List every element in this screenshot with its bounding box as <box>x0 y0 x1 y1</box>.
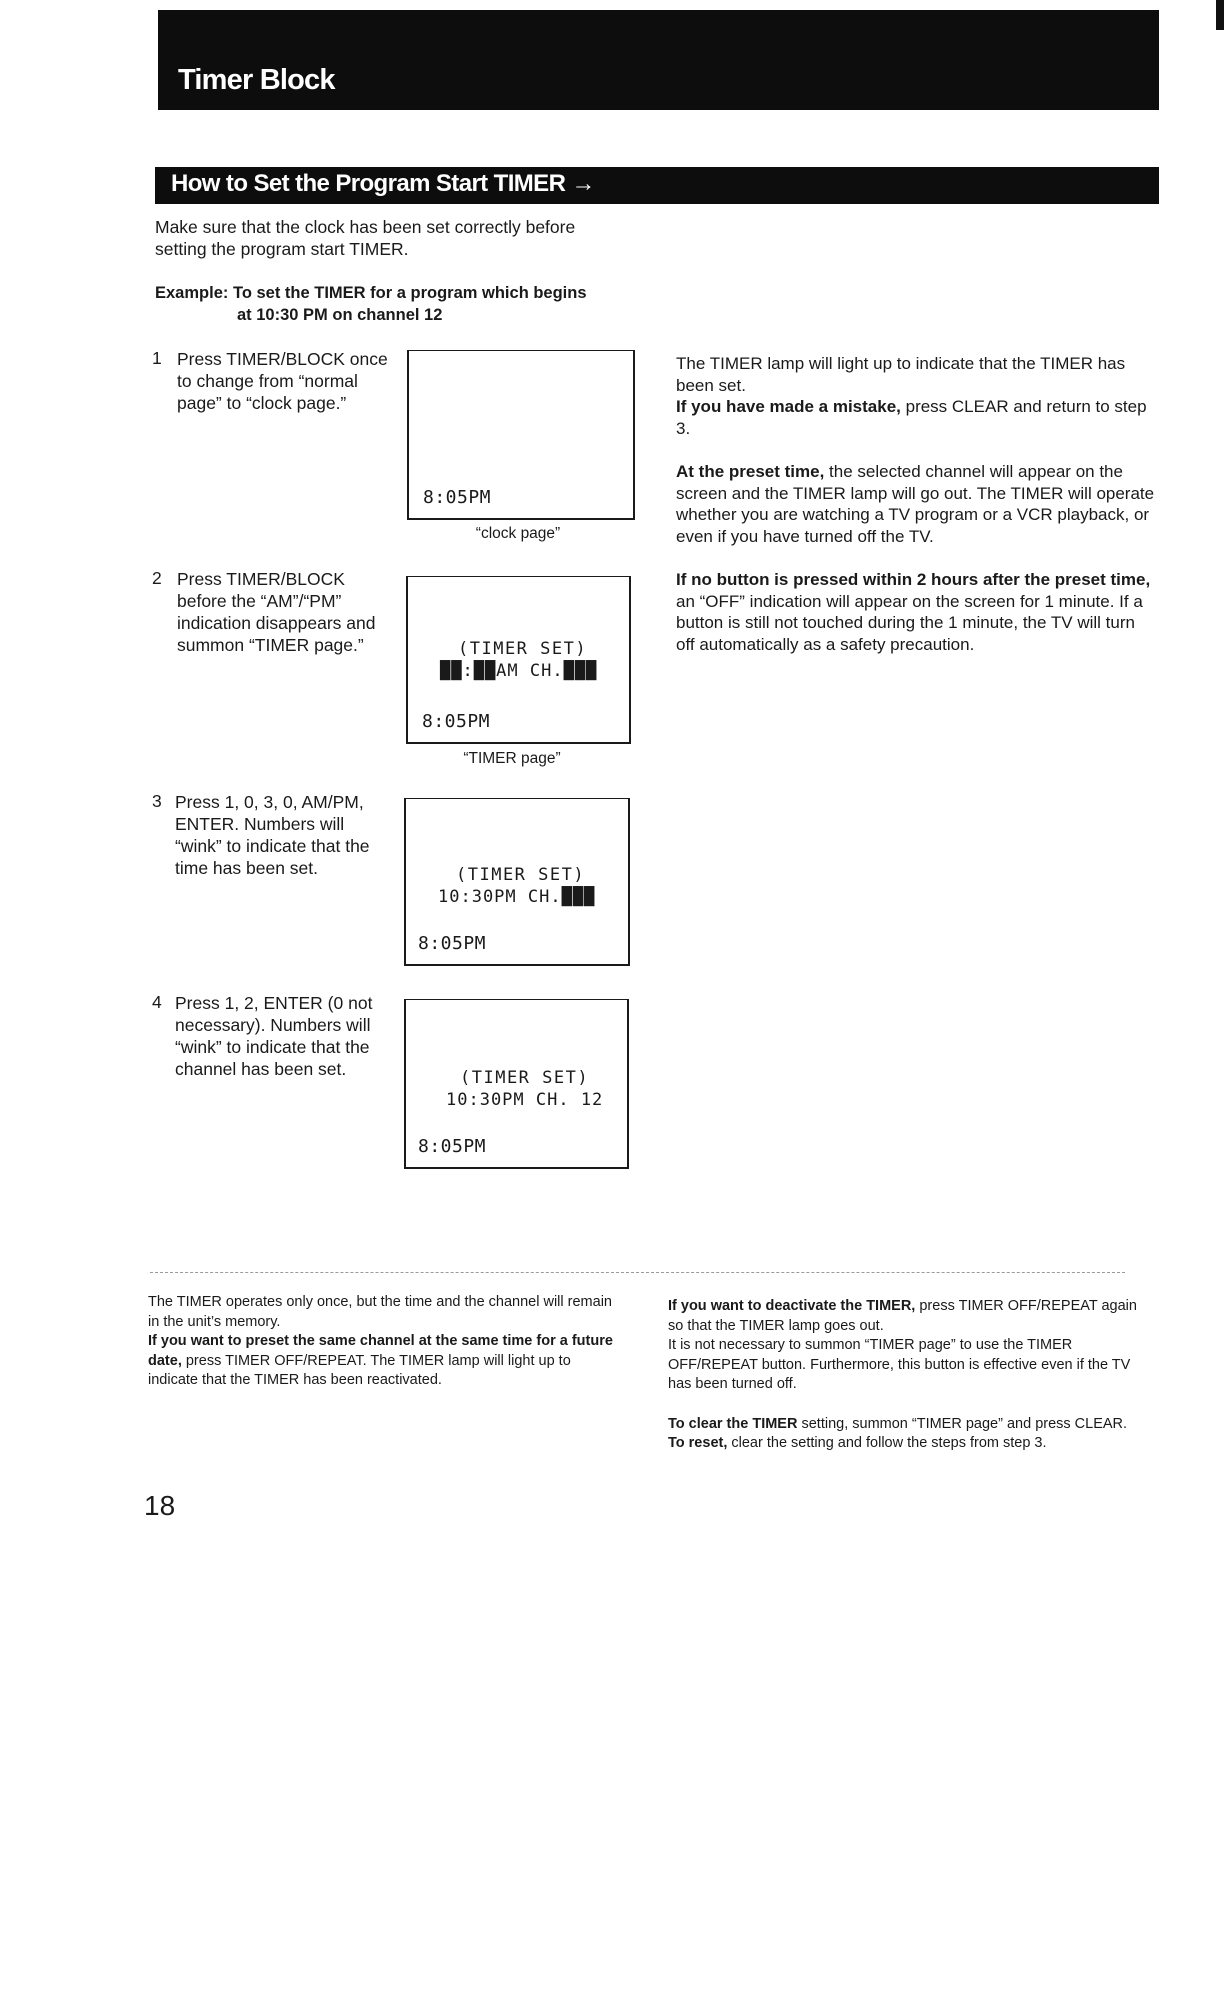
footnote-deactivate-text: press TIMER OFF/REPEAT again so that the TIMER lamp goes out. <box>668 1298 1137 1334</box>
screen-caption: “clock page” <box>475 525 561 542</box>
step-number: 3 <box>152 791 162 811</box>
note-mistake-lead: If you have made a mistake, <box>676 397 901 416</box>
tv-screen-channel-set <box>404 999 629 1169</box>
subsection-title: How to Set the Program Start TIMER → <box>171 170 595 197</box>
note-timer-lamp: The TIMER lamp will light up to indicate that the TIMER has been set. <box>676 354 1126 395</box>
note-no-button-lead: If no button is pressed within 2 hours after the preset time, <box>676 570 1151 589</box>
example-line1: To set the TIMER for a program which begins <box>232 284 587 302</box>
note-no-button-text: an “OFF” indication will appear on the screen for 1 minute. If a button is still not touched during the 1 minute, the TV will turn off automatically as a safety precaution. <box>676 591 1143 654</box>
note-preset-time-text: the selected channel will appear on the screen and the TIMER lamp will go out. The TIMER will operate whether you are watching a TV program or a VCR playback, or even if you have turned off the TV. <box>676 462 1155 546</box>
right-column-notes <box>676 353 1156 677</box>
note-mistake-text: press CLEAR and return to step 3. <box>676 397 1147 438</box>
footnotes-right <box>668 1297 1138 1474</box>
screen-clock: 8:05PM <box>422 711 491 732</box>
screen-line1: (TIMER SET) <box>460 1068 590 1088</box>
example-label: Example: <box>155 284 229 302</box>
footnote-deactivate-lead: If you want to deactivate the TIMER, <box>668 1298 916 1314</box>
section-banner <box>158 10 1159 110</box>
subsection-banner <box>155 167 1159 204</box>
screen-clock: 8:05PM <box>418 1136 487 1157</box>
example-block <box>155 282 625 326</box>
screen-line1: (TIMER SET) <box>458 639 588 659</box>
step-text: Press 1, 0, 3, 0, AM/PM, ENTER. Numbers will “wink” to indicate that the time has been set. <box>175 792 370 878</box>
step-text: Press 1, 2, ENTER (0 not necessary). Numbers will “wink” to indicate that the channel has been set. <box>175 993 373 1079</box>
screen-clock: 8:05PM <box>418 933 487 954</box>
footnote-not-necessary: It is not necessary to summon “TIMER page” to use the TIMER OFF/REPEAT button. Furthermore, this button is effective even if the TV has been turned off. <box>668 1337 1131 1392</box>
tv-screen-clock-page <box>407 350 635 520</box>
screen-line2: 10:30PM CH. 12 <box>446 1090 604 1110</box>
footnote-reset-lead: To reset, <box>668 1435 728 1451</box>
screen-line2: 10:30PM CH.███ <box>438 887 596 907</box>
edge-tab-mark <box>1216 0 1224 30</box>
footnotes-left <box>148 1293 618 1411</box>
section-title: Timer Block <box>178 64 335 96</box>
step-number: 4 <box>152 992 162 1012</box>
tv-screen-timer-page <box>406 576 631 744</box>
step-text: Press TIMER/BLOCK once to change from “normal page” to “clock page.” <box>177 349 388 413</box>
screen-line2: ██:██AM CH.███ <box>440 661 598 681</box>
screen-caption: “TIMER page” <box>463 750 561 767</box>
divider-line <box>150 1272 1125 1273</box>
step-text: Press TIMER/BLOCK before the “AM”/“PM” indication disappears and summon “TIMER page.” <box>177 569 376 655</box>
footnote-reset-text: clear the setting and follow the steps from step 3. <box>727 1435 1047 1451</box>
step-number: 1 <box>152 348 162 368</box>
screen-clock: 8:05PM <box>423 487 492 508</box>
page-number: 18 <box>144 1490 176 1521</box>
tv-screen-time-set <box>404 798 630 966</box>
example-line2: at 10:30 PM on channel 12 <box>237 306 443 324</box>
footnote-clear-lead: To clear the TIMER <box>668 1415 798 1432</box>
footnote-repeat-text: press TIMER OFF/REPEAT. The TIMER lamp will light up to indicate that the TIMER has been reactivated. <box>148 1352 571 1388</box>
note-preset-time-lead: At the preset time, <box>676 462 825 481</box>
screen-line1: (TIMER SET) <box>456 865 586 885</box>
intro-text: Make sure that the clock has been set correctly before setting the program start TIMER. <box>155 217 576 259</box>
footnote-once: The TIMER operates only once, but the time and the channel will remain in the unit’s memory. <box>148 1294 612 1330</box>
footnote-repeat-lead: If you want to preset the same channel at the same time for a future date, <box>148 1333 613 1369</box>
step-number: 2 <box>152 568 162 588</box>
footnote-clear-text: setting, summon “TIMER page” and press CLEAR. <box>797 1415 1128 1432</box>
